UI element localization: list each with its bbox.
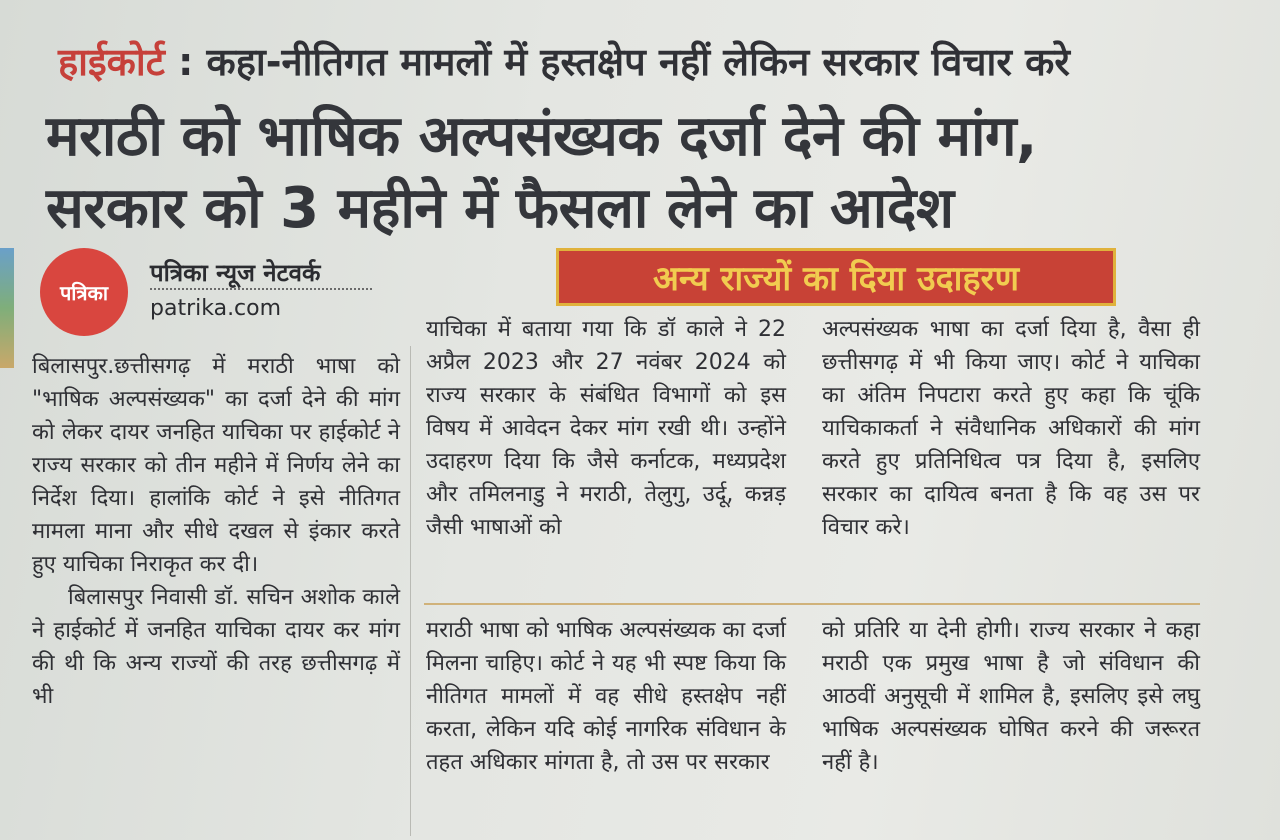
byline-divider [150, 288, 372, 290]
article-paragraph: अल्पसंख्यक भाषा का दर्जा दिया है, वैसा ही छत्तीसगढ़ में भी किया जाए। कोर्ट ने याचिका का अंतिम निपटारा करते हुए कहा कि चूंकि याचिकाकर्ता ने संवैधानिक अधिकारों की मांग करते हुए प्रतिनिधित्व पत्र दिया है, इसलिए सरकार का दायित्व बनता है कि वह उस पर विचार करे। [822, 317, 1200, 540]
subhead-text: अन्य राज्यों का दिया उदाहरण [652, 259, 1020, 299]
article-paragraph: बिलासपुर.छत्तीसगढ़ में मराठी भाषा को "भाषिक अल्पसंख्यक" का दर्जा देने की मांग को लेकर दायर जनहित याचिका पर हाईकोर्ट ने राज्य सरकार को तीन महीने में निर्णय लेने का निर्देश दिया। हालांकि कोर्ट ने इसे नीतिगत मामला माना और सीधे दखल से इंकार करते हुए याचिका निराकृत कर दी। [32, 354, 400, 577]
adjacent-photo-edge [0, 248, 14, 368]
article-paragraph: याचिका में बताया गया कि डॉ काले ने 22 अप्रैल 2023 और 27 नवंबर 2024 को राज्य सरकार के संबंधित विभागों को इस विषय में आवेदन देकर मांग रखी थी। उन्होंने उदाहरण दिया कि जैसे कर्नाटक, मध्यप्रदेश और तमिलनाडु ने मराठी, तेलुगु, उर्दू, कन्नड़ जैसी भाषाओं को [426, 317, 786, 540]
article-paragraph: बिलासपुर निवासी डॉ. सचिन अशोक काले ने हाईकोर्ट में जनहित याचिका दायर कर मांग की थी कि अन्य राज्यों की तरह छत्तीसगढ़ में भी [32, 585, 400, 709]
article-paragraph: मराठी भाषा को भाषिक अल्पसंख्यक का दर्जा मिलना चाहिए। कोर्ट ने यह भी स्पष्ट किया कि नीतिगत मामलों में वह सीधे हस्तक्षेप नहीं करता, लेकिन यदि कोई नागरिक संविधान के तहत अधिकार मांगता है, तो उस पर सरकार [426, 618, 786, 775]
headline-line-1: मराठी को भाषिक अल्पसंख्यक दर्जा देने की मांग, [46, 104, 1037, 169]
byline-website: patrika.com [150, 296, 282, 321]
headline-line-2: सरकार को 3 महीने में फैसला लेने का आदेश [46, 176, 954, 241]
kicker-tag: हाईकोर्ट [58, 40, 165, 84]
article-paragraph: को प्रतिरि या देनी होगी। राज्य सरकार ने कहा मराठी एक प्रमुख भाषा है जो संविधान की आठवीं अनुसूची में शामिल है, इसलिए इसे लघु भाषिक अल्पसंख्यक घोषित करने की जरूरत नहीं है। [822, 618, 1200, 775]
article-column-3 [822, 313, 1200, 544]
kicker [58, 34, 1238, 94]
column-divider [410, 346, 411, 836]
article-column-5 [822, 614, 1200, 779]
patrika-logo-text: पत्रिका [59, 280, 109, 305]
kicker-text: : कहा-नीतिगत मामलों में हस्तक्षेप नहीं लेकिन सरकार विचार करे [164, 40, 1070, 84]
section-divider [424, 603, 1200, 605]
subhead-box [556, 248, 1116, 306]
article-column-2 [426, 313, 786, 544]
patrika-logo [40, 248, 128, 336]
byline-network: पत्रिका न्यूज नेटवर्क [150, 259, 321, 287]
article-column-1 [32, 350, 400, 713]
article-column-4 [426, 614, 786, 779]
